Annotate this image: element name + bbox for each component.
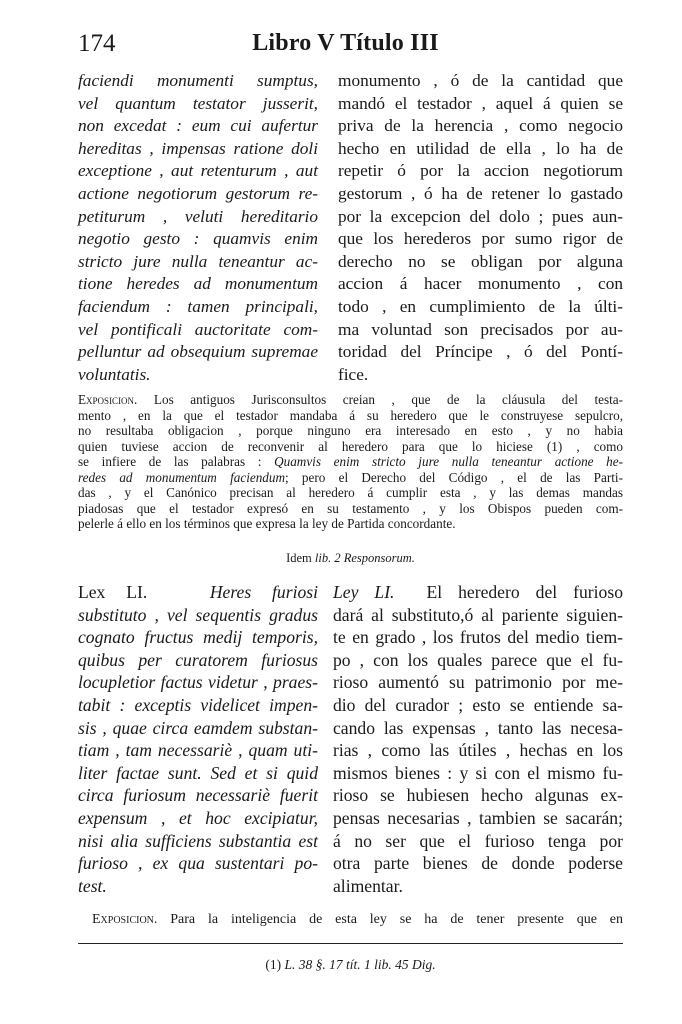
text-line: ma voluntad son precisados por au-	[338, 319, 623, 339]
text-line: Exposicion. Los antiguos Jurisconsultos creian , que de la cláusula del testa-	[78, 392, 624, 407]
text-line: stricto jure nulla teneantur ac-	[78, 251, 318, 271]
text-line: quien tuviese accion de reconvenir al heredero para que lo hiciese (1) , como	[78, 438, 623, 454]
text-line: tione heredes ad monumentum	[78, 274, 318, 294]
text-line: expensum , et hoc excipiatur,	[78, 807, 318, 828]
text-line: faciendum : tamen principali,	[78, 296, 318, 316]
text-line: mismos bienes : y si con el mismo fu-	[333, 762, 623, 783]
footnote-rule	[78, 943, 623, 944]
footnote	[78, 957, 623, 973]
text-line: rioso se hubiesen hecho algunas ex-	[333, 785, 623, 806]
text-line: vel pontificali auctoritate com-	[78, 319, 318, 339]
text-line: hecho en utilidad de ella , lo ha de	[338, 138, 623, 158]
exposicion-label: Exposicion.	[78, 392, 138, 407]
text-line: rioso aumentó su patrimonio por me-	[333, 672, 623, 693]
text-line: monumento , ó de la cantidad que	[338, 71, 623, 90]
text-line: faciendi monumenti sumptus,	[78, 71, 318, 90]
text-line: locupletior factus videtur , praes-	[78, 672, 318, 693]
page-number: 174	[78, 30, 116, 57]
text-line: furioso , ex qua sustentari po-	[78, 853, 318, 874]
text-line: otra parte bienes de donde poderse	[333, 853, 623, 874]
text-line: actione negotiorum gestorum re-	[78, 183, 318, 203]
text-line: dará al substituto,ó al pariente siguien-	[333, 604, 623, 625]
text-line: vel quantum testator jusserit,	[78, 93, 318, 113]
text-line: petiturum , veluti hereditario	[78, 206, 318, 226]
text-line: por la excepcion del dolo ; pues aun-	[338, 206, 623, 226]
text-line: mento , en la que el testador mandaba á su heredero que le construyese sepulcro,	[78, 407, 623, 423]
exposicion-paragraph-2: Exposicion. Para la inteligencia de esta ley se ha de tener presente que en	[92, 912, 623, 927]
text-line: cognato fructus medij temporis,	[78, 627, 318, 648]
text-line: liter factae sunt. Sed et si quid	[78, 762, 318, 783]
text-line: rias , como las útiles , hechas en los	[333, 740, 623, 761]
text-line: redes ad monumentum faciendum; pero el Derecho del Código , el de las Parti-	[78, 469, 623, 485]
text-line: quibus per curatorem furiosus	[78, 649, 318, 670]
text-line: pensas necesarias , tambien se sacarán;	[333, 807, 623, 828]
spanish-column-1	[338, 70, 623, 386]
text-line: pelerle á ello en los términos que expresa la ley de Partida concordante.	[78, 516, 456, 531]
source-attribution: Idem lib. 2 Responsorum.	[286, 551, 415, 565]
spanish-column-2	[333, 581, 623, 897]
text-line: á no ser que el furioso tenga por	[333, 830, 623, 851]
text-line: cando las expensas , tanto las necesa-	[333, 717, 623, 738]
text-line: tiam , tam necessariè , quam uti-	[78, 740, 318, 761]
footnote-citation: L. 38 §. 17 tít. 1 lib. 45 Dig.	[284, 957, 436, 972]
text-line: alimentar.	[333, 875, 403, 896]
text-line: no resultaba obligacion , porque ninguno era interesado en esto , y no habia	[78, 423, 623, 438]
text-line: substituto , vel sequentis gradus	[78, 604, 318, 625]
text-line: test.	[78, 875, 107, 896]
latin-column-1	[78, 70, 318, 386]
exposicion-label: Exposicion.	[92, 912, 158, 927]
latin-quote: redes ad monumentum faciendum	[78, 469, 286, 485]
latin-quote: Quamvis enim stricto jure nulla teneantur actione he-	[274, 454, 624, 469]
lex-label: Lex LI.	[78, 582, 148, 602]
text-line: dio del curador ; esto se entiende sa-	[333, 694, 623, 715]
text-line: das , y el Canónico precisan al heredero á cumplir esta , y las demas mandas	[78, 485, 623, 500]
text-line: Lex LI. Heres furiosi	[78, 582, 318, 602]
text-line: pelluntur ad obsequium supremae	[78, 342, 318, 362]
text-line: que los herederos por sumo rigor de	[338, 229, 623, 249]
text-line: toridad del Príncipe , ó del Pontí-	[338, 342, 623, 362]
text-line: fice.	[338, 364, 369, 384]
text-line: mandó el testador , aquel á quien se	[338, 93, 623, 113]
page-header	[78, 30, 613, 64]
text-line: nisi alia sufficiens substantia est	[78, 830, 318, 851]
text-line: non excedat : eum cui aufertur	[78, 116, 318, 136]
text-line: voluntatis.	[78, 364, 151, 384]
text-line: negotio gesto : quamvis enim	[78, 229, 318, 249]
text-line: tabit : exceptis videlicet impen-	[78, 694, 318, 715]
text-line: gestorum , ó ha de retener lo gastado	[338, 183, 623, 203]
text-line: te en grado , los frutos del medio tiem-	[333, 627, 623, 648]
footnote-marker: (1)	[265, 957, 282, 972]
running-title: Libro V Título III	[252, 30, 439, 56]
exposicion-paragraph-1	[78, 392, 623, 532]
text-line: exceptione , aut retenturum , aut	[78, 161, 318, 181]
text-line: priva de la herencia , como negocio	[338, 116, 623, 136]
latin-column-2	[78, 581, 318, 897]
text-line: se infiere de las palabras : Quamvis enim stricto jure nulla teneantur actione he-	[78, 454, 624, 469]
text-line: po , con los quales parece que el fu-	[333, 649, 623, 670]
text-line: accion á hacer monumento , con	[338, 274, 623, 294]
text-line: Ley LI. El heredero del furioso	[333, 582, 623, 602]
text-line: repetir ó por la accion negotiorum	[338, 161, 623, 181]
text-line: circa furiosum necessariè fuerit	[78, 785, 318, 806]
text-line: piadosas que el testador expresó en su testamento , y los Obispos pueden com-	[78, 500, 623, 516]
text-line: hereditas , impensas ratione doli	[78, 138, 318, 158]
text-line: todo , en cumplimiento de la últi-	[338, 296, 623, 316]
text-line: derecho no se obligan por alguna	[338, 251, 623, 271]
ley-label: Ley LI.	[333, 582, 395, 602]
text-line: sis , quae circa eamdem substan-	[78, 717, 318, 738]
